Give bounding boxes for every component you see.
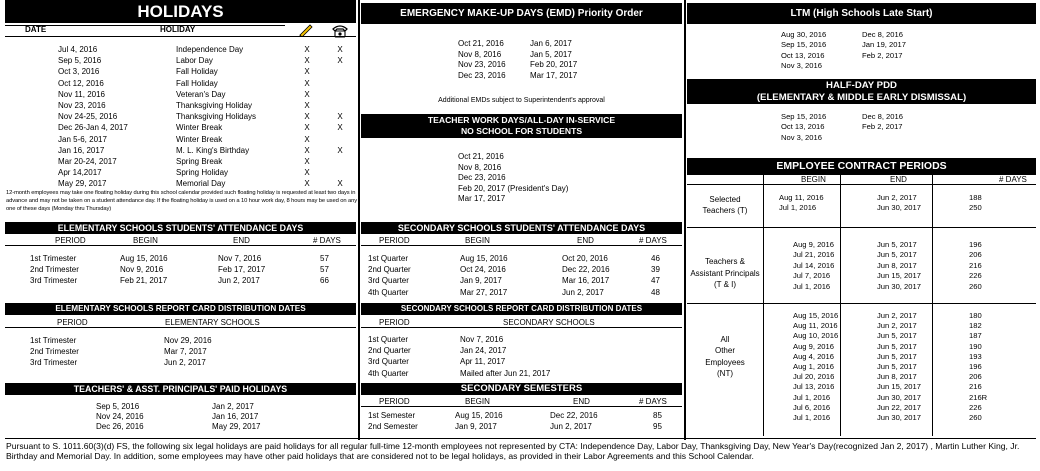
paid-holidays-col2: Jan 2, 2017 Jan 16, 2017 May 29, 2017 xyxy=(212,402,261,431)
holidays-date-header: DATE xyxy=(25,25,47,34)
semester-periods: 1st Semester 2nd Semester xyxy=(368,411,418,431)
half-day-title: HALF-DAY PDD (ELEMENTARY & MIDDLE EARLY DISMISSAL) xyxy=(687,79,1036,104)
sec-attendance-end: Oct 20, 2016 Dec 22, 2016 Mar 16, 2017 Jun 2, 2017 xyxy=(562,254,610,297)
elem-attendance-end: Nov 7, 2016 Feb 17, 2017 Jun 2, 2017 xyxy=(218,254,266,286)
holiday-names: Independence Day Labor Day Fall Holiday Fall Holiday Veteran's Day Thanksgiving Holiday Thanksgiving Holidays Winter Break Winter Break M. L. King's Birthday Spring Break Spring Holiday Memorial Day xyxy=(176,45,257,189)
elem-attendance-begin: Aug 15, 2016 Nov 9, 2016 Feb 21, 2017 xyxy=(120,254,168,286)
contract-title: EMPLOYEE CONTRACT PERIODS xyxy=(687,158,1036,175)
footer-rule xyxy=(5,438,1036,439)
elem-attendance-header: PERIOD BEGIN END # DAYS xyxy=(5,236,356,246)
sec-report-header: PERIOD SECONDARY SCHOOLS xyxy=(361,318,682,328)
holiday-dates: Jul 4, 2016 Sep 5, 2016 Oct 3, 2016 Oct 12, 2016 Nov 11, 2016 Nov 23, 2016 Nov 24-25, 2016 Dec 26-Jan 4, 2017 Jan 5-6, 2017 Jan 16, 2017 Mar 20-24, 2017 Apr 14,2017 May 29, 2017 xyxy=(58,45,128,189)
semesters-title: SECONDARY SEMESTERS xyxy=(361,383,682,395)
sec-attendance-periods: 1st Quarter 2nd Quarter 3rd Quarter 4th Quarter xyxy=(368,254,411,297)
ltm-col1: Aug 30, 2016 Sep 15, 2016 Oct 13, 2016 Nov 3, 2016 xyxy=(781,30,827,71)
holiday-marks-phone: X X X X X X xyxy=(337,45,343,189)
paid-holidays-title: TEACHERS' & ASST. PRINCIPALS' PAID HOLIDAYS xyxy=(5,383,356,395)
paid-holidays-col1: Sep 5, 2016 Nov 24, 2016 Dec 26, 2016 xyxy=(96,402,144,431)
contract-group1-days: 188 250 xyxy=(969,193,982,213)
contract-group1-end: Jun 2, 2017 Jun 30, 2017 xyxy=(877,193,921,213)
column-divider xyxy=(358,0,360,440)
elem-report-periods: 1st Trimester 2nd Trimester 3rd Trimester xyxy=(30,336,79,368)
emd-col2: Jan 6, 2017 Jan 5, 2017 Feb 20, 2017 Mar 17, 2017 xyxy=(530,39,578,80)
holidays-header-row xyxy=(5,25,285,34)
semester-end: Dec 22, 2016 Jun 2, 2017 xyxy=(550,411,598,431)
contract-group1-begin: Aug 11, 2016 Jul 1, 2016 xyxy=(779,193,824,213)
legal-holidays-footer: Pursuant to S. 1011.60(3)(d) FS, the following six legal holidays are paid holidays for all regular full-time 12-month employees not represented by CTA: Independence Day, Labor Day, Thanksgiving Day, New Year's Day(recognized Jan 2, 2017) , Martin Luther King, Jr. Birthday and Memorial Day. In addition, some employees may have other paid holidays that are considered not to be legal holidays, as provided in their Labor Agreements and this School Calendar. xyxy=(6,441,1020,461)
elem-report-title: ELEMENTARY SCHOOLS REPORT CARD DISTRIBUTION DATES xyxy=(5,303,356,315)
half-day-col1: Sep 15, 2016 Oct 13, 2016 Nov 3, 2016 xyxy=(781,112,827,142)
elem-attendance-title: ELEMENTARY SCHOOLS STUDENTS' ATTENDANCE DAYS xyxy=(5,222,356,234)
sec-attendance-begin: Aug 15, 2016 Oct 24, 2016 Jan 9, 2017 Mar 27, 2017 xyxy=(460,254,508,297)
sec-report-title: SECONDARY SCHOOLS REPORT CARD DISTRIBUTION DATES xyxy=(361,303,682,315)
sec-report-periods: 1st Quarter 2nd Quarter 3rd Quarter 4th Quarter xyxy=(368,335,411,378)
semester-days: 85 95 xyxy=(653,411,662,431)
elem-report-header: PERIOD ELEMENTARY SCHOOLS xyxy=(5,318,356,328)
sec-attendance-header: PERIOD BEGIN END # DAYS xyxy=(361,236,682,246)
contract-header: BEGIN END # DAYS xyxy=(687,175,1036,185)
contract-divider xyxy=(840,175,841,436)
contract-group-label-teachers: Teachers & Assistant Principals (T & I) xyxy=(690,257,760,289)
half-day-col2: Dec 8, 2016 Feb 2, 2017 xyxy=(862,112,903,132)
teacher-work-title: TEACHER WORK DAYS/ALL-DAY IN-SERVICE NO SCHOOL FOR STUDENTS xyxy=(361,114,682,138)
contract-group3-end: Jun 2, 2017 Jun 2, 2017 Jun 5, 2017 Jun 5, 2017 Jun 5, 2017 Jun 5, 2017 Jun 8, 2017 Jun 15, 2017 Jun 30, 2017 Jun 22, 2017 Jun 30, 2017 xyxy=(877,311,921,423)
contract-group2-end: Jun 5, 2017 Jun 5, 2017 Jun 8, 2017 Jun 15, 2017 Jun 30, 2017 xyxy=(877,240,921,291)
ltm-col2: Dec 8, 2016 Jan 19, 2017 Feb 2, 2017 xyxy=(862,30,906,60)
sec-report-dates: Nov 7, 2016 Jan 24, 2017 Apr 11, 2017 Mailed after Jun 21, 2017 xyxy=(460,335,551,378)
emd-col1: Oct 21, 2016 Nov 8, 2016 Nov 23, 2016 Dec 23, 2016 xyxy=(458,39,506,80)
phone-icon xyxy=(331,23,349,40)
contract-group3-days: 180 182 187 190 193 196 206 216 216R 226 260 xyxy=(969,311,988,423)
holidays-title: HOLIDAYS xyxy=(5,0,356,23)
elem-attendance-days: 57 57 66 xyxy=(320,254,329,286)
contract-divider xyxy=(763,175,764,436)
holidays-holiday-header: HOLIDAY xyxy=(160,25,196,34)
sec-attendance-days: 46 39 47 48 xyxy=(651,254,660,297)
ltm-title: LTM (High Schools Late Start) xyxy=(687,3,1036,24)
contract-group-label-selected: Selected Teachers (T) xyxy=(702,195,748,215)
elem-report-dates: Nov 29, 2016 Mar 7, 2017 Jun 2, 2017 xyxy=(164,336,212,368)
emd-note: Additional EMDs subject to Superintendent's approval xyxy=(438,97,605,104)
teacher-work-dates: Oct 21, 2016 Nov 8, 2016 Dec 23, 2016 Feb 20, 2017 (President's Day) Mar 17, 2017 xyxy=(458,152,569,203)
emd-title: EMERGENCY MAKE-UP DAYS (EMD) Priority Order xyxy=(361,3,682,24)
contract-group3-begin: Aug 15, 2016 Aug 11, 2016 Aug 10, 2016 Aug 9, 2016 Aug 4, 2016 Aug 1, 2016 Jul 20, 2016 Jul 13, 2016 Jul 1, 2016 Jul 6, 2016 Jul 1, 2016 xyxy=(793,311,839,423)
semester-begin: Aug 15, 2016 Jan 9, 2017 xyxy=(455,411,503,431)
elem-attendance-periods: 1st Trimester 2nd Trimester 3rd Trimester xyxy=(30,254,79,286)
floating-holiday-note: 12-month employees may take one floating holiday during this school calendar provided such floating holiday is requested at least two days in advance and may not be taken on a student attendance day. If the floating holiday is used on a 10 hour work day, 8 hours may be used on any one of these days (Monday thru Thursday) xyxy=(6,190,358,212)
contract-group-label-others: All Other Employees (NT) xyxy=(705,335,745,378)
holiday-marks-pencil: X X X X X X X X X X X X X xyxy=(304,45,310,189)
column-divider xyxy=(684,0,686,440)
contract-group2-begin: Aug 9, 2016 Jul 21, 2016 Jul 14, 2016 Jul 7, 2016 Jul 1, 2016 xyxy=(793,240,835,291)
contract-divider xyxy=(932,175,933,436)
sec-attendance-title: SECONDARY SCHOOLS STUDENTS' ATTENDANCE DAYS xyxy=(361,222,682,234)
contract-group2-days: 196 206 216 226 260 xyxy=(969,240,982,291)
contract-row-divider xyxy=(687,303,1036,304)
semesters-header: PERIOD BEGIN END # DAYS xyxy=(361,397,682,407)
contract-row-divider xyxy=(687,227,1036,228)
holidays-header-underline xyxy=(5,36,356,37)
